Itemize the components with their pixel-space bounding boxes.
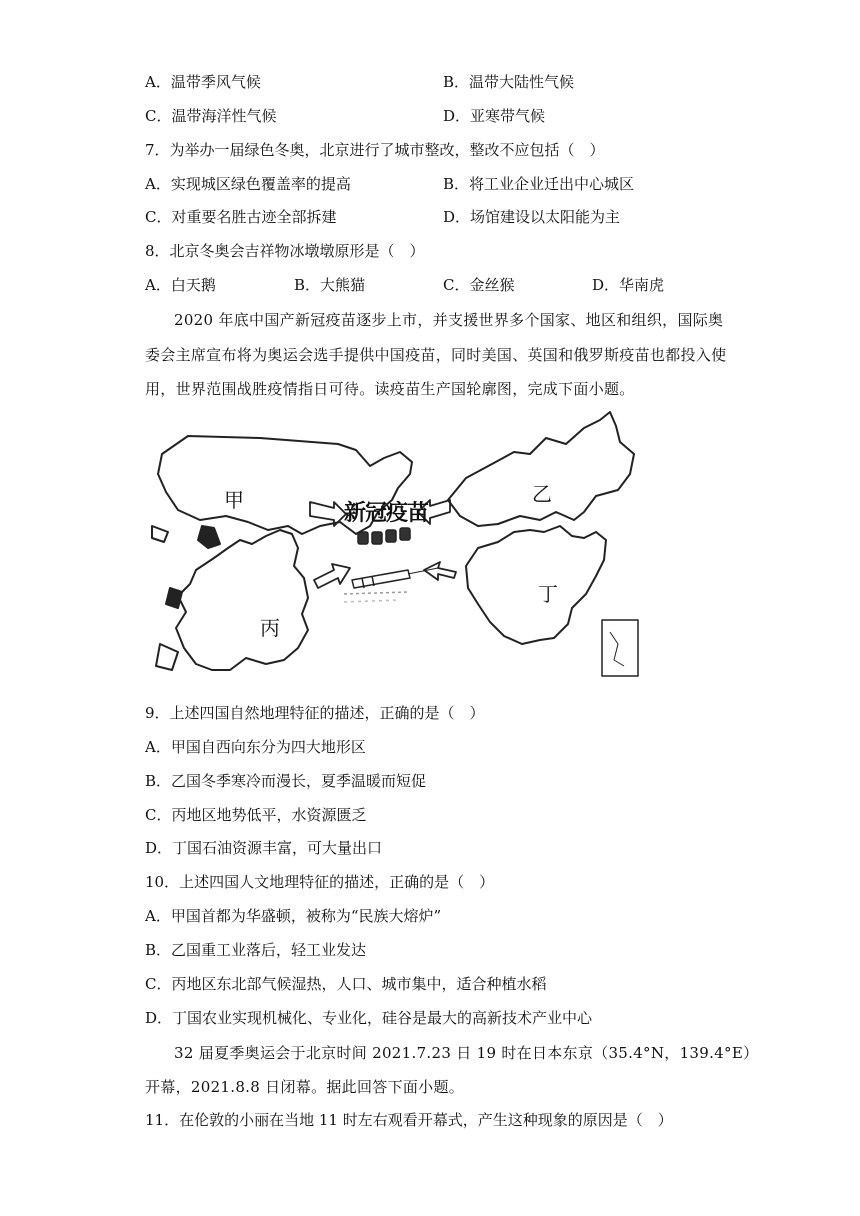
q7-stem: 7．为举办一届绿色冬奥，北京进行了城市整改，整改不应包括（ ） [145, 141, 605, 159]
vaccine-country-outline-map [148, 408, 644, 690]
q8-option-b: B．大熊猫 [294, 276, 366, 294]
q10-option-c: C．丙地区东北部气候湿热，人口、城市集中，适合种植水稻 [145, 975, 547, 993]
russia-outline [448, 412, 634, 526]
q8-option-d: D．华南虎 [592, 276, 665, 294]
arrow-from-china [424, 562, 456, 580]
arrow-from-europe [314, 564, 350, 588]
q9-option-c: C．丙地区地势低平，水资源匮乏 [145, 806, 367, 824]
q8-option-a: A．白天鹅 [145, 276, 216, 294]
passage2-line2: 开幕，2021.8.8 日闭幕。据此回答下面小题。 [145, 1078, 465, 1096]
vaccine-banner: 新冠疫苗 [344, 501, 429, 526]
q8-stem: 8．北京冬奥会吉祥物冰墩墩原形是（ ） [145, 242, 425, 260]
q8-option-c: C．金丝猴 [443, 276, 515, 294]
q9-option-b: B．乙国冬季寒冷而漫长，夏季温暖而短促 [145, 772, 427, 790]
label-yi: 乙 [532, 482, 552, 506]
passage1-line3: 用，世界范围战胜疫情指日可待。读疫苗生产国轮廓图，完成下面小题。 [145, 380, 635, 398]
vaccine-vials [358, 528, 410, 544]
q9-stem: 9．上述四国自然地理特征的描述，正确的是（ ） [145, 704, 485, 722]
passage1-line1: 2020 年底中国产新冠疫苗逐步上市，并支援世界多个国家、地区和组织，国际奥 [174, 311, 724, 329]
q11-stem: 11．在伦敦的小丽在当地 11 时左右观看开幕式，产生这种现象的原因是（ ） [145, 1111, 673, 1129]
q7-option-b: B．将工业企业迁出中心城区 [443, 175, 635, 193]
q6-option-c: C．温带海洋性气候 [145, 107, 277, 125]
syringe [344, 568, 438, 602]
q6-option-a: A．温带季风气候 [145, 73, 261, 91]
q7-option-a: A．实现城区绿色覆盖率的提高 [145, 175, 351, 193]
q10-option-b: B．乙国重工业落后，轻工业发达 [145, 941, 367, 959]
q10-option-d: D．丁国农业实现机械化、专业化，硅谷是最大的高新技术产业中心 [145, 1009, 593, 1027]
label-ding: 丁 [538, 582, 558, 606]
q9-option-a: A．甲国自西向东分为四大地形区 [145, 738, 366, 756]
passage2-line1: 32 届夏季奥运会于北京时间 2021.7.23 日 19 时在日本东京（35.4°N，139.4°E） [174, 1044, 759, 1062]
q9-option-d: D．丁国石油资源丰富，可大量出口 [145, 839, 383, 857]
china-outline [466, 526, 606, 644]
europe-outline [176, 530, 308, 670]
q6-option-d: D．亚寒带气候 [443, 107, 546, 125]
label-bing: 丙 [260, 616, 280, 640]
q10-stem: 10．上述四国人文地理特征的描述，正确的是（ ） [145, 873, 495, 891]
q6-option-b: B．温带大陆性气候 [443, 73, 575, 91]
q10-option-a: A．甲国首都为华盛顿，被称为“民族大熔炉” [145, 907, 442, 925]
passage1-line2: 委会主席宣布将为奥运会选手提供中国疫苗，同时美国、英国和俄罗斯疫苗也都投入使 [145, 346, 727, 364]
q7-option-d: D．场馆建设以太阳能为主 [443, 208, 621, 226]
q7-option-c: C．对重要名胜古迹全部拆建 [145, 208, 337, 226]
label-jia: 甲 [224, 488, 244, 512]
